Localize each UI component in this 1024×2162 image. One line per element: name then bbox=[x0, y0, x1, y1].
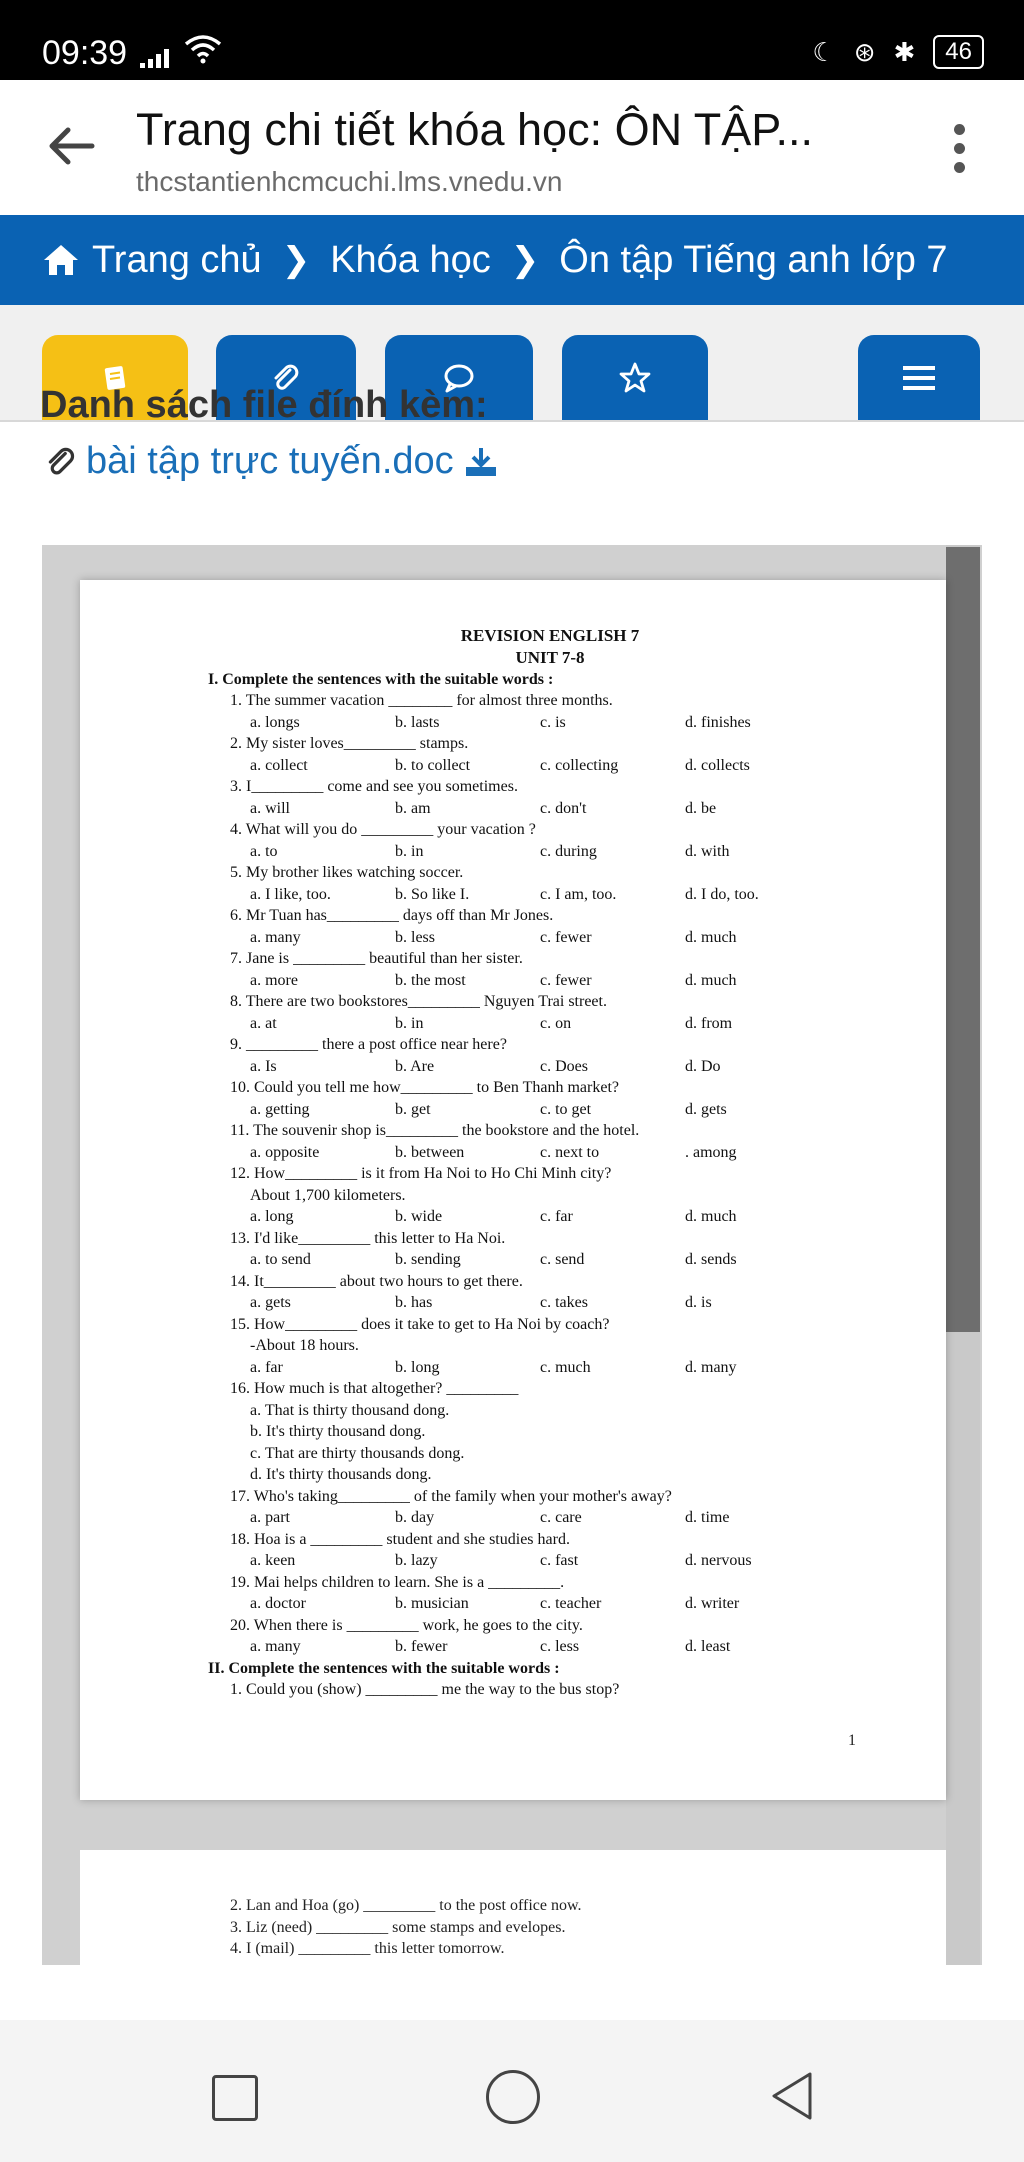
answer-option: a. That is thirty thousand dong. bbox=[250, 1401, 450, 1419]
answer-option: c. send bbox=[540, 1251, 585, 1268]
answer-options bbox=[200, 755, 900, 777]
question-item bbox=[200, 1486, 900, 1529]
answer-option: b. day bbox=[395, 1509, 435, 1526]
answer-option: c. collecting bbox=[540, 756, 619, 774]
answer-options bbox=[200, 1636, 900, 1658]
answer-option: c. That are thirty thousands dong. bbox=[250, 1444, 465, 1462]
answer-options bbox=[200, 970, 900, 992]
page-number: 1 bbox=[848, 1732, 856, 1749]
question-item bbox=[200, 862, 900, 905]
question-stem: 5. My brother likes watching soccer. bbox=[230, 864, 464, 881]
answer-option: d. I do, too. bbox=[685, 885, 759, 903]
answer-option: b. in bbox=[395, 842, 424, 860]
answer-option: d. much bbox=[685, 971, 737, 989]
attachment-link[interactable] bbox=[44, 440, 498, 483]
bluetooth-icon: ✱ bbox=[893, 36, 916, 67]
answer-options bbox=[200, 1249, 900, 1271]
question-stem: 15. How_________ does it take to get to Ha Noi by coach? bbox=[230, 1315, 610, 1333]
answer-option: d. finishes bbox=[685, 713, 751, 731]
answer-option: d. least bbox=[685, 1638, 731, 1655]
answer-option: c. less bbox=[540, 1638, 580, 1655]
question-stem: 13. I'd like_________ this letter to Ha Noi. bbox=[230, 1229, 506, 1247]
answer-option: d. much bbox=[685, 928, 737, 946]
question-stem: 14. It_________ about two hours to get there. bbox=[230, 1272, 523, 1290]
answer-option: a. far bbox=[250, 1358, 283, 1376]
answer-options bbox=[200, 927, 900, 949]
answer-option: c. I am, too. bbox=[540, 885, 617, 903]
answer-option: d. much bbox=[685, 1208, 737, 1225]
status-bar bbox=[0, 0, 1024, 80]
home-button-icon[interactable] bbox=[486, 2070, 540, 2124]
answer-options bbox=[200, 1292, 900, 1314]
answer-option: b. in bbox=[395, 1014, 424, 1032]
answer-options bbox=[200, 712, 900, 734]
question-item bbox=[200, 948, 900, 991]
breadcrumb-courses[interactable]: Khóa học bbox=[330, 238, 491, 281]
question-stem: 7. Jane is _________ beautiful than her sister. bbox=[230, 950, 523, 967]
document-title: REVISION ENGLISH 7 bbox=[460, 626, 640, 645]
question-stem: 3. Liz (need) _________ some stamps and evelopes. bbox=[230, 1918, 566, 1936]
answer-option: a. longs bbox=[250, 713, 300, 731]
answer-option: d. with bbox=[685, 842, 730, 860]
question-stem: 19. Mai helps children to learn. She is a _________. bbox=[230, 1573, 565, 1591]
answer-option: b. sending bbox=[395, 1251, 461, 1268]
question-item bbox=[200, 1034, 900, 1077]
answer-option: d. is bbox=[685, 1294, 712, 1311]
document-page bbox=[80, 580, 946, 1800]
question-stem: 20. When there is _________ work, he goes to the city. bbox=[230, 1616, 583, 1634]
answer-option: b. has bbox=[395, 1294, 433, 1311]
answer-option: c. is bbox=[540, 713, 566, 731]
answer-options bbox=[200, 841, 900, 863]
question-item bbox=[200, 1615, 900, 1658]
answer-options bbox=[200, 1550, 900, 1572]
question-item bbox=[200, 1529, 900, 1572]
answer-option: d. sends bbox=[685, 1251, 737, 1268]
question-item bbox=[200, 776, 900, 819]
answer-option: d. many bbox=[685, 1358, 737, 1376]
back-arrow-icon[interactable] bbox=[44, 120, 96, 172]
answer-options bbox=[200, 1099, 900, 1121]
recent-apps-icon[interactable] bbox=[212, 2075, 258, 2121]
answer-option: d. nervous bbox=[685, 1552, 752, 1569]
menu-icon bbox=[901, 363, 937, 393]
question-stem: 4. What will you do _________ your vacation ? bbox=[230, 821, 536, 838]
answer-option: c. fast bbox=[540, 1552, 579, 1569]
answer-options bbox=[200, 884, 900, 906]
download-icon[interactable] bbox=[464, 446, 498, 478]
answer-options bbox=[200, 1056, 900, 1078]
answer-option: a. to send bbox=[250, 1251, 311, 1268]
section-heading: II. Complete the sentences with the suitable words : bbox=[208, 1659, 560, 1677]
question-stem: 2. Lan and Hoa (go) _________ to the post office now. bbox=[230, 1897, 582, 1914]
answer-option: c. during bbox=[540, 842, 597, 860]
answer-option: b. So like I. bbox=[395, 885, 470, 903]
answer-option: c. don't bbox=[540, 799, 587, 817]
answer-option: c. takes bbox=[540, 1294, 588, 1311]
question-item bbox=[200, 690, 900, 733]
tab-menu[interactable] bbox=[858, 335, 980, 420]
question-item bbox=[200, 1077, 900, 1120]
question-item bbox=[200, 1572, 900, 1615]
answer-option: a. more bbox=[250, 971, 298, 989]
question-list bbox=[200, 690, 900, 1658]
chevron-right-icon: ❯ bbox=[510, 241, 540, 279]
answer-option: d. It's thirty thousands dong. bbox=[250, 1466, 432, 1483]
answer-option: d. collects bbox=[685, 756, 750, 774]
question-item bbox=[200, 991, 900, 1034]
question-item bbox=[200, 1271, 900, 1314]
answer-option: b. lasts bbox=[395, 713, 440, 731]
attachment-filename[interactable]: bài tập trực tuyến.doc bbox=[86, 440, 454, 482]
star-icon bbox=[618, 361, 652, 395]
answer-option: b. lazy bbox=[395, 1552, 438, 1569]
answer-option: c. far bbox=[540, 1208, 573, 1225]
question-item bbox=[200, 905, 900, 948]
lock-rotation-icon: ⊛ bbox=[853, 36, 876, 67]
back-triangle-icon[interactable] bbox=[768, 2070, 816, 2122]
answer-option: c. care bbox=[540, 1509, 582, 1526]
answer-option: b. wide bbox=[395, 1208, 443, 1225]
answer-option: a. gets bbox=[250, 1294, 291, 1311]
battery-icon: 46 bbox=[933, 35, 984, 69]
answer-option: b. get bbox=[395, 1100, 431, 1118]
answer-option: a. will bbox=[250, 799, 290, 817]
answer-option: c. next to bbox=[540, 1143, 600, 1161]
question-stem: 2. My sister loves_________ stamps. bbox=[230, 735, 469, 752]
scrollbar-thumb[interactable] bbox=[946, 547, 980, 1332]
answer-option: d. gets bbox=[685, 1100, 727, 1118]
answer-option: b. less bbox=[395, 928, 435, 946]
question-item bbox=[200, 1120, 900, 1163]
answer-option: d. Do bbox=[685, 1057, 721, 1075]
home-icon bbox=[42, 243, 80, 277]
chevron-right-icon: ❯ bbox=[281, 241, 311, 279]
section-heading: I. Complete the sentences with the suitable words : bbox=[208, 671, 554, 688]
answer-options bbox=[200, 798, 900, 820]
question-stem: 18. Hoa is a _________ student and she studies hard. bbox=[230, 1530, 570, 1548]
answer-option: c. Does bbox=[540, 1057, 588, 1075]
answer-option: d. from bbox=[685, 1014, 733, 1032]
section-heading-cut: Danh sách file đính kèm: bbox=[40, 384, 488, 426]
question-stem: 10. Could you tell me how_________ to Ben Thanh market? bbox=[230, 1079, 619, 1096]
answer-options bbox=[200, 1206, 900, 1228]
document-viewer[interactable] bbox=[42, 545, 982, 1965]
answer-option: a. I like, too. bbox=[250, 885, 331, 903]
question-item bbox=[200, 1378, 900, 1486]
answer-option: a. many bbox=[250, 928, 301, 946]
question-stem: 12. How_________ is it from Ha Noi to Ho Chi Minh city? bbox=[230, 1165, 612, 1182]
answer-option: d. be bbox=[685, 799, 717, 817]
answer-option: b. the most bbox=[395, 971, 466, 989]
answer-option: c. much bbox=[540, 1358, 591, 1376]
question-stem: 3. I_________ come and see you sometimes. bbox=[230, 778, 518, 795]
page-title: Trang chi tiết khóa học: ÔN TẬP... bbox=[136, 104, 813, 155]
answer-option: c. to get bbox=[540, 1100, 592, 1118]
question-stem: 4. I (mail) _________ this letter tomorrow. bbox=[230, 1940, 505, 1957]
question-item bbox=[200, 819, 900, 862]
answer-option: . among bbox=[685, 1143, 737, 1161]
answer-options bbox=[200, 1142, 900, 1164]
question-stem: 1. The summer vacation ________ for almost three months. bbox=[230, 692, 613, 709]
answer-option: a. opposite bbox=[250, 1143, 320, 1161]
answer-option: a. doctor bbox=[250, 1595, 306, 1612]
answer-options bbox=[200, 1013, 900, 1035]
answer-option: a. collect bbox=[250, 756, 308, 774]
breadcrumb-course[interactable]: Ôn tập Tiếng anh lớp 7 bbox=[559, 238, 948, 281]
question-stem: 8. There are two bookstores_________ Nguyen Trai street. bbox=[230, 993, 607, 1010]
answer-options bbox=[200, 1357, 900, 1379]
answer-option: a. Is bbox=[250, 1057, 277, 1075]
wifi-icon bbox=[184, 34, 222, 64]
browser-header bbox=[0, 80, 1024, 215]
answer-option: a. part bbox=[250, 1509, 290, 1526]
answer-option: d. writer bbox=[685, 1595, 740, 1612]
question-stem: 16. How much is that altogether? _________ bbox=[230, 1380, 519, 1397]
question-stem: 1. Could you (show) _________ me the way to the bus stop? bbox=[230, 1680, 620, 1698]
question-stem: 11. The souvenir shop is_________ the bookstore and the hotel. bbox=[230, 1122, 640, 1139]
question-note: -About 18 hours. bbox=[250, 1337, 359, 1354]
answer-option: a. at bbox=[250, 1014, 277, 1032]
question-item bbox=[200, 1314, 900, 1379]
answer-option: a. long bbox=[250, 1208, 294, 1225]
question-stem: 17. Who's taking_________ of the family when your mother's away? bbox=[230, 1487, 672, 1505]
question-stem: 6. Mr Tuan has_________ days off than Mr Jones. bbox=[230, 907, 554, 924]
breadcrumb bbox=[0, 215, 1024, 305]
answer-option: b. between bbox=[395, 1143, 465, 1161]
answer-option: c. on bbox=[540, 1014, 572, 1032]
answer-option: b. to collect bbox=[395, 756, 471, 774]
answer-option: b. long bbox=[395, 1358, 440, 1376]
answer-option: c. fewer bbox=[540, 928, 592, 946]
answer-option: a. to bbox=[250, 842, 278, 860]
answer-option: c. fewer bbox=[540, 971, 592, 989]
answer-option: b. am bbox=[395, 799, 431, 817]
moon-icon: ☾ bbox=[812, 36, 836, 67]
paperclip-icon bbox=[44, 445, 78, 479]
page-url[interactable]: thcstantienhcmcuchi.lms.vnedu.vn bbox=[136, 166, 563, 197]
question-item bbox=[200, 1228, 900, 1271]
question-stem: 9. _________ there a post office near here? bbox=[230, 1036, 507, 1053]
question-item bbox=[200, 1163, 900, 1228]
answer-option: a. getting bbox=[250, 1100, 310, 1118]
more-options-icon[interactable] bbox=[954, 124, 966, 174]
question-item bbox=[200, 733, 900, 776]
answer-options bbox=[200, 1507, 900, 1529]
answer-option: d. time bbox=[685, 1509, 730, 1526]
answer-option: c. teacher bbox=[540, 1595, 602, 1612]
answer-option: b. fewer bbox=[395, 1638, 448, 1655]
document-subtitle: UNIT 7-8 bbox=[515, 648, 585, 667]
status-time: 09:39 bbox=[42, 34, 128, 72]
navigation-bar bbox=[0, 2020, 1024, 2162]
tab-favorites[interactable] bbox=[562, 335, 708, 420]
answer-options bbox=[200, 1593, 900, 1615]
question-note: About 1,700 kilometers. bbox=[250, 1186, 406, 1204]
answer-option: b. musician bbox=[395, 1595, 469, 1612]
breadcrumb-home[interactable]: Trang chủ bbox=[92, 238, 262, 281]
answer-option: b. It's thirty thousand dong. bbox=[250, 1423, 426, 1440]
answer-option: a. keen bbox=[250, 1552, 296, 1569]
signal-icon bbox=[140, 48, 176, 68]
answer-option: a. many bbox=[250, 1638, 301, 1655]
answer-option: b. Are bbox=[395, 1057, 435, 1075]
